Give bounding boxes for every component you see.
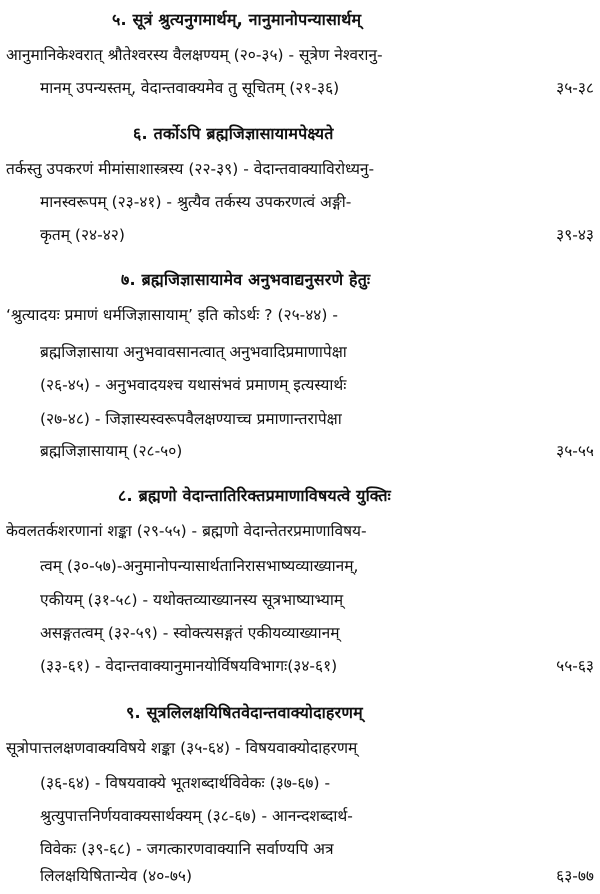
text-line: (२७-४८) - जिज्ञास्यस्वरूपवैलक्षण्याच्च प्रमाणान्तरापेक्षा bbox=[40, 410, 342, 428]
text-line: मानस्वरूपम् (२३-४१) - श्रुत्यैव तर्कस्य उपकरणत्वं अङ्गी- bbox=[40, 193, 352, 211]
text-line: ‘श्रुत्यादयः प्रमाणं धर्मजिज्ञासायाम्’ इति कोऽर्थः ? (२५-४४) - bbox=[6, 306, 338, 324]
text-line: एकीयम् (३१-५८) - यथोक्तव्याख्यानस्य सूत्रभाष्याभ्याम् bbox=[40, 591, 344, 609]
section-heading: ६. तर्कोऽपि ब्रह्मजिज्ञासायामपेक्ष्यते bbox=[133, 124, 334, 143]
text-line: सूत्रोपात्तलक्षणवाक्यविषये शङ्का (३५-६४) - विषयवाक्योदाहरणम् bbox=[6, 739, 358, 757]
text-line: विवेकः (३९-६८) - जगत्कारणवाक्यानि सर्वाण्यपि अत्र bbox=[40, 840, 334, 858]
text-line: (३३-६१) - वेदान्तवाक्यानुमानयोर्विषयविभागः(३४-६१) bbox=[40, 657, 338, 675]
text-line: केवलतर्कशरणानां शङ्का (२९-५५) - ब्रह्मणो वेदान्तेतरप्रमाणाविषय- bbox=[6, 522, 367, 540]
section-heading: ८. ब्रह्मणो वेदान्तातिरिक्तप्रमाणाविषयत्वे युक्तिः bbox=[118, 486, 391, 505]
page-range: ६३-७७ bbox=[556, 867, 594, 885]
text-line: तर्कस्तु उपकरणं मीमांसाशास्त्रस्य (२२-३९) - वेदान्तवाक्याविरोध्यनु- bbox=[6, 160, 375, 178]
text-line: लिलक्षयिषितान्येव (४०-७५) bbox=[40, 867, 193, 885]
page-range: ३९-४३ bbox=[556, 226, 594, 244]
text-line: मानम् उपन्यस्तम्, वेदान्तवाक्यमेव तु सूचितम् (२१-३६) bbox=[40, 79, 340, 97]
text-line: ब्रह्मजिज्ञासाया अनुभवावसानत्वात् अनुभवादिप्रमाणापेक्षा bbox=[40, 343, 347, 361]
text-line: (३६-६४) - विषयवाक्ये भूतशब्दार्थविवेकः (३७-६७) - bbox=[40, 774, 331, 792]
text-line: (२६-४५) - अनुभवादयश्च यथासंभवं प्रमाणम् इत्यस्यार्थः bbox=[40, 376, 347, 394]
section-heading: ७. ब्रह्मजिज्ञासायामेव अनुभवाद्यनुसरणे हेतुः bbox=[121, 270, 371, 289]
text-line: कृतम् (२४-४२) bbox=[40, 226, 125, 244]
text-line: ब्रह्मजिज्ञासायाम् (२८-५०) bbox=[40, 442, 183, 460]
page-range: ५५-६३ bbox=[556, 657, 594, 675]
text-line: श्रुत्युपात्तनिर्णयवाक्यसार्थक्यम् (३८-६७) - आनन्दशब्दार्थ- bbox=[40, 807, 353, 825]
page-range: ३५-५५ bbox=[556, 442, 594, 460]
section-heading: ९. सूत्रलिलक्षयिषितवेदान्तवाक्योदाहरणम् bbox=[126, 703, 363, 722]
section-heading: ५. सूत्रं श्रुत्यनुगमार्थम्, नानुमानोपन्यासार्थम् bbox=[112, 10, 362, 29]
text-line: असङ्गतत्वम् (३२-५९) - स्वोक्त्यसङ्गतं एकीयव्याख्यानम् bbox=[40, 624, 340, 642]
text-line: त्वम् (३०-५७)-अनुमानोपन्यासार्थतानिरासभाष्यव्याख्यानम्, bbox=[40, 557, 359, 575]
page-range: ३५-३८ bbox=[556, 79, 594, 97]
text-line: आनुमानिकेश्वरात् श्रौतेश्वरस्य वैलक्षण्यम् (२०-३५) - सूत्रेण नेश्वरानु- bbox=[6, 46, 383, 64]
